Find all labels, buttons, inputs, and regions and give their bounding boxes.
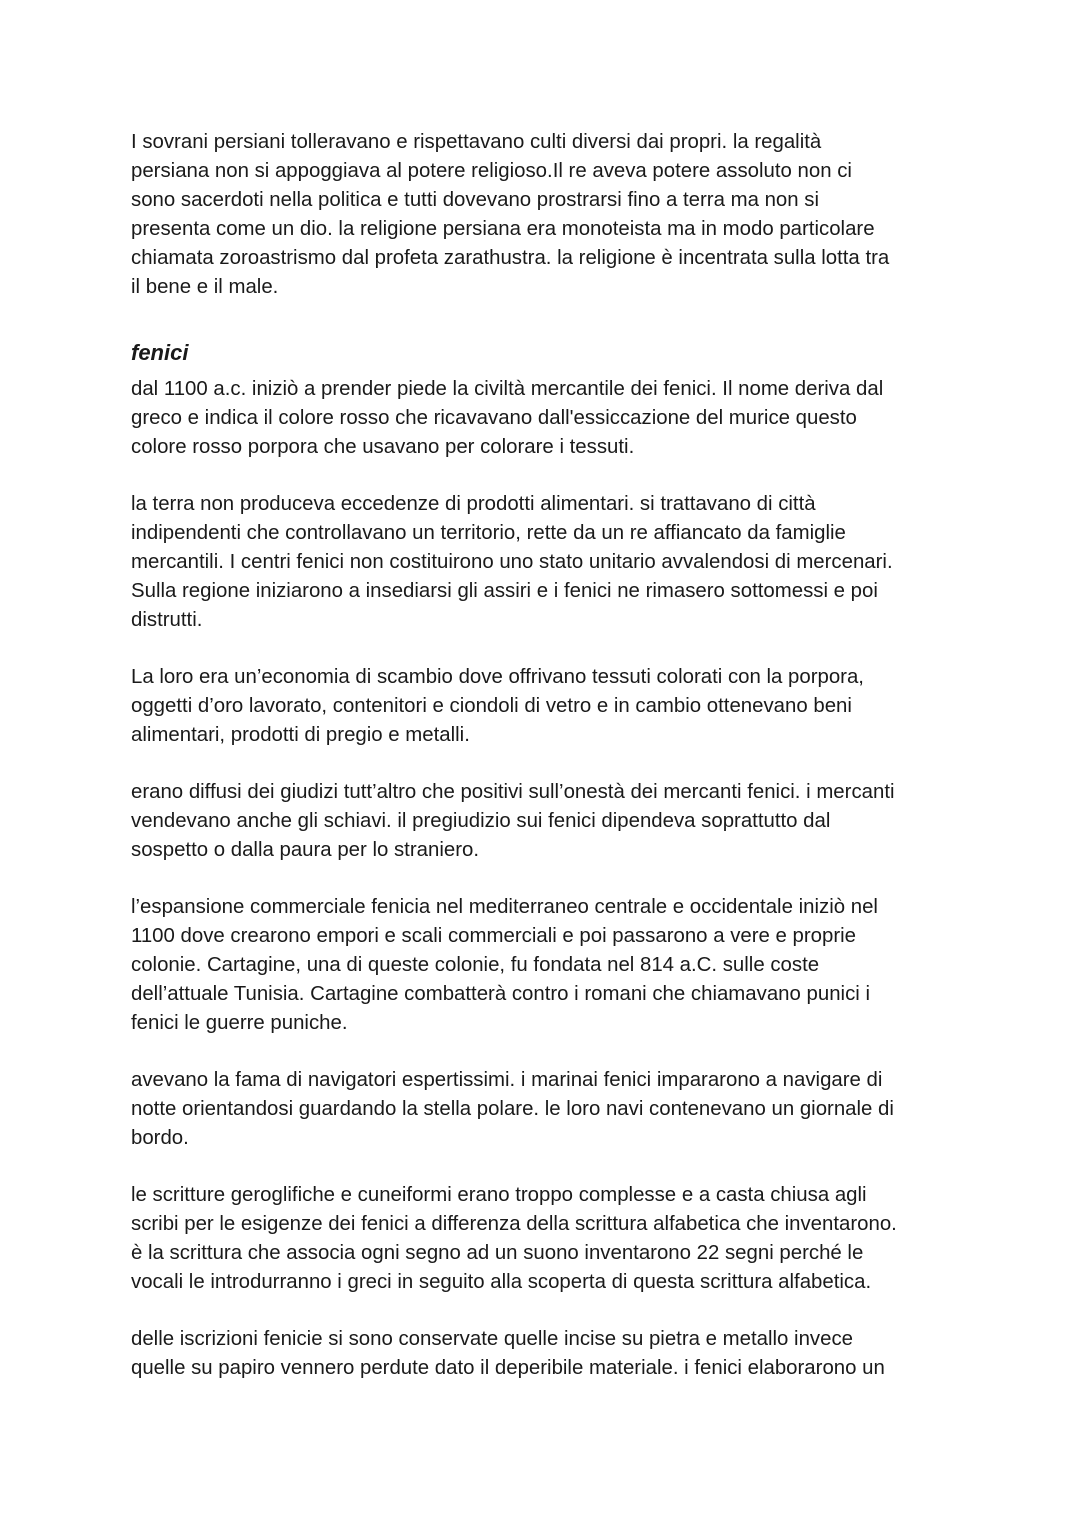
section-heading-fenici: fenici	[131, 340, 189, 365]
paragraph-economy: La loro era un’economia di scambio dove offrivano tessuti colorati con la porpora, oggetti d’oro lavorato, contenitori e ciondoli di vetro e in cambio ottenevano beni alimentari, prodotti di pregio e metalli.	[131, 666, 864, 746]
document-page	[131, 128, 961, 1383]
paragraph-navigation: avevano la fama di navigatori espertissimi. i marinai fenici impararono a navigare di notte orientandosi guardando la stella polare. le loro navi contenevano un giornale di bordo.	[131, 1069, 894, 1149]
intro-paragraph: I sovrani persiani tolleravano e rispettavano culti diversi dai propri. la regalità persiana non si appoggiava al potere religioso.Il re aveva potere assoluto non ci sono sacerdoti nella politica e tutti dovevano prostrarsi fino a terra ma non si presenta come un dio. la religione persiana era monoteista ma in modo particolare chiamata zoroastrismo dal profeta zarathustra. la religione è incentrata sulla lotta tra il bene e il male.	[131, 131, 890, 298]
paragraph-writing: le scritture geroglifiche e cuneiformi erano troppo complesse e a casta chiusa agli scribi per le esigenze dei fenici a differenza della scrittura alfabetica che inventarono. è la scrittura che associa ogni segno ad un suono inventarono 22 segni perché le vocali le introdurranno i greci in seguito alla scoperta di questa scrittura alfabetica.	[131, 1184, 897, 1293]
paragraph-expansion: l’espansione commerciale fenicia nel mediterraneo centrale e occidentale iniziò nel 1100 dove crearono empori e scali commerciali e poi passarono a vere e proprie colonie. Cartagine, una di queste colonie, fu fondata nel 814 a.C. sulle coste dell’attuale Tunisia. Cartagine combatterà contro i romani che chiamavano punici i fenici le guerre puniche.	[131, 896, 878, 1034]
paragraph-origins: dal 1100 a.c. iniziò a prender piede la civiltà mercantile dei fenici. Il nome deriva dal greco e indica il colore rosso che ricavavano dall'essiccazione del murice questo colore rosso porpora che usavano per colorare i tessuti.	[131, 378, 884, 458]
paragraph-inscriptions: delle iscrizioni fenicie si sono conservate quelle incise su pietra e metallo invece quelle su papiro vennero perdute dato il deperibile materiale. i fenici elaborarono un	[131, 1328, 885, 1379]
paragraph-reputation: erano diffusi dei giudizi tutt’altro che positivi sull’onestà dei mercanti fenici. i mercanti vendevano anche gli schiavi. il pregiudizio sui fenici dipendeva soprattutto dal sospetto o dalla paura per lo straniero.	[131, 781, 895, 861]
paragraph-territory: la terra non produceva eccedenze di prodotti alimentari. si trattavano di città indipendenti che controllavano un territorio, rette da un re affiancato da famiglie mercantili. I centri fenici non costituirono uno stato unitario avvalendosi di mercenari. Sulla regione iniziarono a insediarsi gli assiri e i fenici ne rimasero sottomessi e poi distrutti.	[131, 493, 893, 631]
